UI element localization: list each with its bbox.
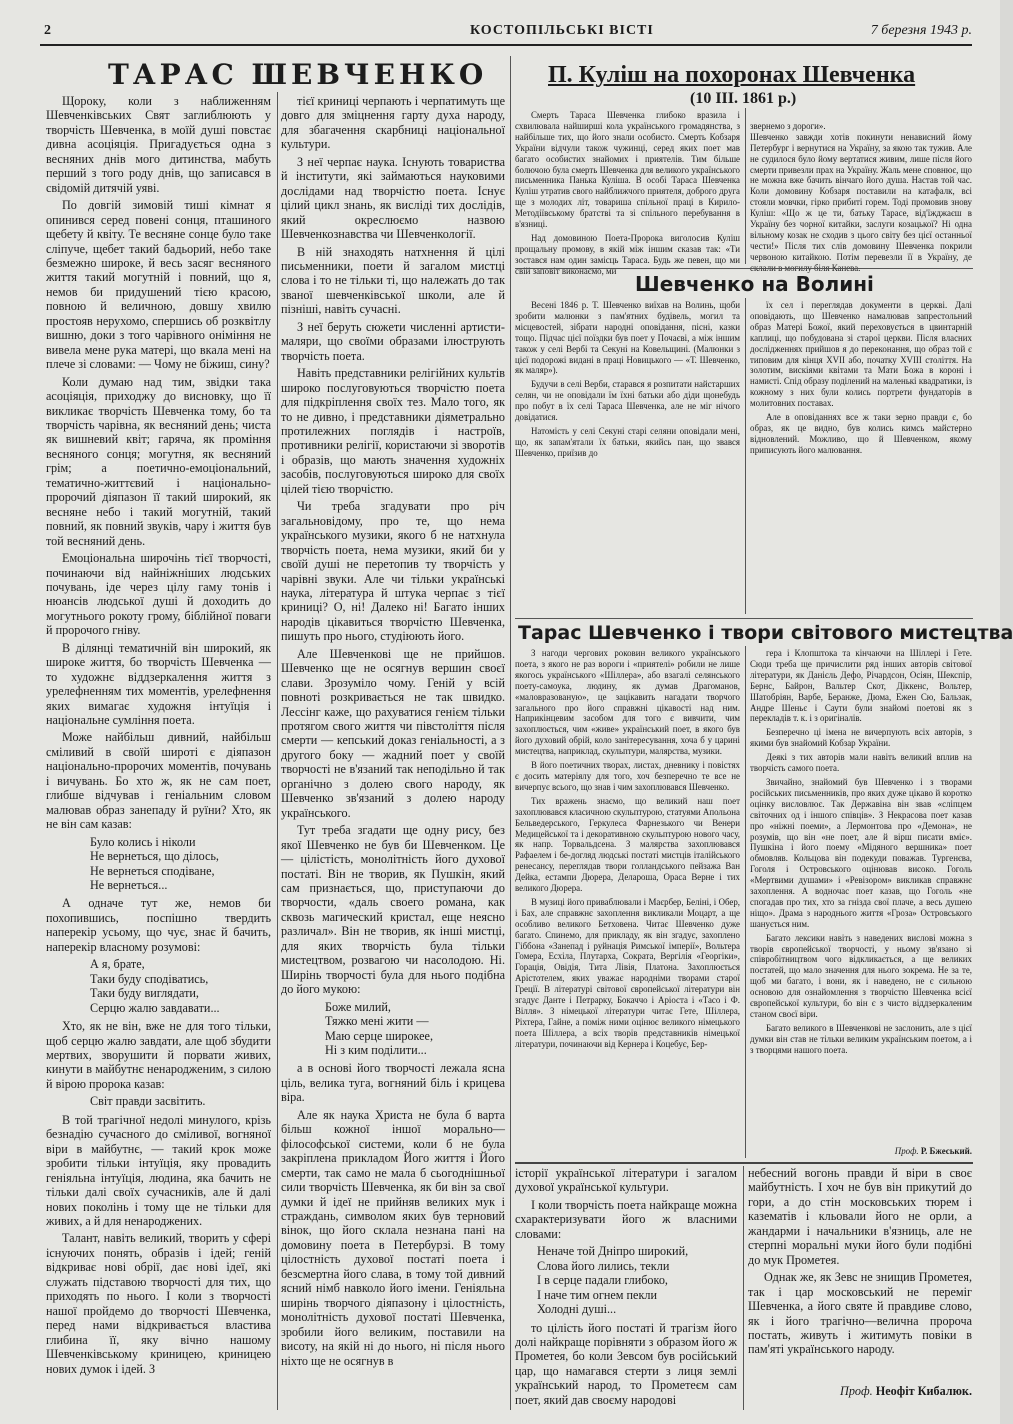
article1-continuation-column-1 <box>515 1166 737 1410</box>
column-divider <box>743 1166 744 1410</box>
paragraph: Натомість у селі Секуні старі селяни оповідали мені, що, як запам'ятали їх батьки, якийсь пан, що звався Шевченко, приїзив до <box>515 425 740 458</box>
verse-line: Таки буду сподіватись, <box>90 971 209 986</box>
verse-line: Слова його лились, текли <box>537 1258 670 1273</box>
article1-column-1 <box>46 94 271 1410</box>
column-divider <box>745 298 746 614</box>
column-divider <box>745 646 746 1158</box>
paragraph: їх сел і переглядав документи в церкві. Далі оповідають, що Шевченко намалював запрестольний образ Матері Божої, який переховується в цвинтарній каплиці, що побудована зі старої церкви. Після власних дослідженнях прийшов я до переконання, що образ той є типовим для кінця XVII або, початку XVIII століття. На золотим, вискіями квітами та Мати Божа в короні і намисті. Спід образу поділений на маленькі квадратики, із кожному з них були колись портрети фундаторів в молитовних поставах. <box>750 300 972 409</box>
paragraph: Безперечно ці імена не вичерпують всіх авторів, з якими був знайомий Кобзар України. <box>750 727 972 749</box>
column-divider <box>510 56 511 1410</box>
paragraph: В ній знаходять натхнення й цілі письменники, поети й загалом мистці слова і то не тільки ті, що належать до так званої шевченківської школи, але й пізніші, навіть сучасні. <box>281 244 505 317</box>
paragraph: Багато великого в Шевченкові не заслонить, але з цієї думки він став не тільки великим українським поетом, а і з творцями нашого поета. <box>750 1022 972 1055</box>
paragraph: І коли творчість поета найкраще можна схарактеризувати його ж власними словами: <box>515 1197 737 1241</box>
verse-line: Маю серце широкее, <box>325 1028 434 1043</box>
verse-line: Ні з ким поділити... <box>325 1043 427 1057</box>
paragraph: гера і Клопштока та кінчаючи на Шіллері і Гете. Сюди треба ще причислити ряд інших авторів світової літератури, як Данієль Дефо, Річардсон, Осіян, Шекспір, Бернс, Байрон, Вальтер Скот, Діккенс, Вольтер, Шатобріян, Варбе, Беранже, Дюма, Ежен Сю, Бальзак, Андре Шеньє і Саути були знайомі поетові як з перекладів т. к. і з оригіналів. <box>750 648 972 724</box>
paragraph: В його поетичних творах, листах, дневнику і повістях є досить матеріялу для того, хоч безперечно те все не вичерпує всього, що знав і чим захоплювався Шевченко. <box>515 760 740 792</box>
verse-line: Не вернеться... <box>90 878 168 893</box>
paragraph: Може найбільш дивний, найбільш сміливий в своїй широті є діяпазон національно-пророчих моментів, почувань і вичувань. Бо хто ж, як не сам поет, глибше відчував і геніальним словом малював образ занепаду й руїни? Хто, як не він сам казав: <box>46 730 271 832</box>
paragraph: Навіть представники релігійних культів широко послуговуються творчістю поета для підкріплення своїх тез. Мало того, як то не дивно, і представники діяметрально протилежних поглядів і настроїв, противники релігії, користаючи зі зворотів і образів, що мають значення художніх засобів, послуговуються широко для своїх цілей тією творчістю. <box>281 366 505 496</box>
newspaper-title: КОСТОПІЛЬСЬКІ ВІСТІ <box>470 23 654 38</box>
verse-line: Не вернеться, що ділось, <box>90 849 219 864</box>
paragraph: Над домовиною Поета-Пророка виголосив Куліш прощальну промову, в якій між іншим сказав так: «Ти зостався нам один замісць Тараса. Будь же певен, що ми свій заповіт виконаємо, ми <box>515 232 740 276</box>
paragraph: З нагоди чергових роковин великого українського поета, з якого не раз вороги і «приятелі» робили не лише якогось українського «Шіллера», або взагалі селянського поету-самоука, людину, як думав Драгоманов, «маловразованую», це зацікавить нагадати творчого загального про його справжні цікавості над ним. Наприкінцевим засобом для того є вивчити, чим захоплюється, чим «живе» український поет, в якого був його духовий обрій, коло занітересування, хоча б у царині мистецтва, наприклад, скульптури, малярства, музики. <box>515 648 740 757</box>
verse-line: І в серце падали глибоко, <box>537 1273 668 1288</box>
verse-line: Таки буду виглядати, <box>90 986 199 1001</box>
paragraph: Коли думаю над тим, звідки така асоціяція, приходжу до висновку, що її викликає творчість Шевченка тому, бо та творчість чарівна, як весняний день; чиста як вишневий квіт; гаряча, як проміння весняного сонця; могутня, як весняний грім; а поетично-емоціональний, тематично-життєвий і національно-пророчий діяпазон її такий широкий, як весняне небо і такий могутній, такий повний, як повний звуків, чару і життя був той весняний день. <box>46 374 271 548</box>
verse-line: А я, брате, <box>90 957 145 972</box>
paragraph: то цілість його постаті й трагізм його долі найкраще порівняти з образом його ж Прометея, бо коли Зевсом був російський цар, що намагався стерти з лиця землі український народ, то Прометеєм сам поет, який дав своєму народові <box>515 1320 737 1407</box>
paragraph: Весені 1846 р. Т. Шевченко виїхав на Волинь, щоби зробити малюнки з пам'ятних будівель, могил та місцевостей, зібрати народні оповідання, пісні, казки тощо. Підчас цієї поїздки був поет у Почаєві, а між іншим також у селі Вербі та Секуні на Ковельщині. (Малюнки з цієї подорожі видані в праці Новицького — «Т. Шевченко, як маляр»). <box>515 300 740 376</box>
verse-line: Світ правди засвітить. <box>90 1094 206 1109</box>
paragraph: Тих вражень знаємо, що великий наш поет захоплювався класичною скульптурою, статуями Апольона Бельведерського, Геркулеса Фарнезького чи Венери Медицейської та і декоративною скульптурою нового часу, як напр. Торвальдсена. З малярства захоплювався Рафаелем і бе-догляд людські постаті мистців італійського ренесансу, переглядав твори голландського пейзажа Ван Дейка, естампи Дюрера, Делароша, Ораса Верне і тих великого Дюрера. <box>515 795 740 894</box>
poem-quote <box>46 1094 271 1108</box>
paragraph: небесний вогонь правди й віри в своє майбутність. І хоч не був він прикутий до гори, а до стін московських тюрем і казематів і кльовали його не орли, а жандарми і начальники в'язниць, але не стерпні моральні муки його були подібні до мук Прометея. <box>748 1166 972 1267</box>
masthead <box>40 22 972 46</box>
paragraph: Багато лексики навіть з наведених вислові можна з творів європейської творчості, у ньому зв'язано зі співробітництвом чого відкликається, а ще великих постатей, що мало значення для нього зокрема. Не за те, щоб ми багато, і вони, як і наведено, не є сильною основою для ознайомлення з творчістю Шевченка всієї європейської культури, бо він є з чисто віддзеркаленим станом своєї віри. <box>750 932 972 1019</box>
article3-column-2 <box>750 300 972 612</box>
article-title-taras-shevchenko: ТАРАС ШЕВЧЕНКО <box>108 58 488 91</box>
paragraph: Талант, навіть великий, творить у сфері існуючих понять, образів і ідей; геній відкриває нові обрії, дає нові ідеї, які служать підставою творчості для тих, що приходять по нього. І коли з творчості нашої пройдемо до творчості Шевченка, перед нами відкривається властива глибина її, яку вічно нашому Шевченківському криницею, криницею нових думок і ідей. З <box>46 1231 271 1376</box>
signature-name: Р. Бжеський. <box>920 1146 972 1156</box>
paragraph: Але в оповіданнях все ж таки зерно правди є, бо образ, як це видно, був колись кимсь майстерно відновлений. Можливо, що й Шевченком, якому приписують його малювання. <box>750 412 972 455</box>
verse-line: І наче тим огнем пекли <box>537 1287 657 1302</box>
paragraph: Тут треба згадати ще одну рису, без якої Шевченко не був би Шевченком. Це — цілістість, монолітність його духової постаті. Він не творив, як Пушкін, який сам признається, що, приступаючи до творчости, «даль своего романа, как сквозь магический кристал, еще неясно различал». Він не творив, як інші мистці, для яких творчість була тільки мистецтвом, розвагою чи насолодою. Ні. Ширінь творчості була для нього подібна до його мукою: <box>281 823 505 997</box>
article3-column-1 <box>515 300 740 612</box>
verse-line: Не вернеться сподіване, <box>90 863 215 878</box>
signature-title: Проф. <box>840 1384 873 1398</box>
article4-column-2 <box>750 648 972 1144</box>
signature-name: Неофіт Кибалюк. <box>875 1384 972 1398</box>
poem-quote <box>281 1000 505 1058</box>
paragraph: Але як наука Христа не була б варта більш кожної іншої морально—філософської системи, коли б не була закріплена прикладом Його життя і Його смерти, так само не мала б сьогоднішньої сили творчість Шевченка, як би він за свої думки й ідеї не прийняв великих мук і страждань, символом яких був терновий вінок, що його склала незнана пані на домовину поета в Петербурзі. В тому цілостність духової постаті поета і безсмертна його слава, в тому той дивний ясний німб навколо його імени. Геніяльна ширінь творчого діяпазону і цілостність, монолітність духової постаті Шевченка, зробили його великим, поставили на висоту, на якій ні до нього, ні після нього ніхто ще не осягнув в <box>281 1107 505 1368</box>
paragraph: В той трагічної недолі минулого, крізь безнадію сучасного до сміливої, вогняної віри в майбутнє, — такий крок може зробити тільки інтуїція, яку провадить геніяльна інтуїція, людина, яка бачить не тільки далі своїх сучасників, але й далі нових поколінь і тому ще не тільки для живих, а й для ненароджених. <box>46 1112 271 1228</box>
paragraph: Звичайно, знайомий був Шевченко і з творами російських письменників, про яких дуже цікаво й коротко оцінку висловлює. Так Державіна він звав «сліпцем світочних од і іншого співців». З Некрасова поет казав про «ніжні поеми», а Лермонтова про «Демона», не розумів, що він «не поет, але й вірш писати вміє». Пушкіна і його поему «Мідяного вершника» поет обмовляв. Кольцова він подекуди поважав. Тургенєва, Гоголя і Островського оцінював високо. Гоголь «Мертвими душами» і «Ревізором» викликав справжнє захоплення. А водночас поет казав, що Гоголь «не спогадав про тих, хто за гнізда свої плаче, а весь душею ніщо». Драма з народнього життя «Гроза» Островського шанується ним. <box>750 776 972 929</box>
column-divider <box>277 92 278 1410</box>
paragraph: Чи треба згадувати про річ загальновідому, про те, що нема українського музики, якого б не натхнула творчість поета, нема музики, який би у своїй душі не перетопив ту творчість у чарівні звуки. Але чи тільки українські наука, література й штука черпає з тієї криниці? О, ні! Далеко ні! Багато інших народів цікавиться творчістю Шевченка, пишуть про нього, студіюють його. <box>281 499 505 644</box>
paragraph: Щороку, коли з наближенням Шевченківських Свят заглиблюють у творчість Шевченка, в моїй душі повстає дивна асоціяція. Пригадується одна з весняних днів мого дитинства, мабуть перший з того роду днів, що записався в свідомій дитячій уяві. <box>46 94 271 195</box>
paragraph: Однак же, як Зевс не знищив Прометея, так і цар московський не переміг Шевченка, а його святе й правдиве слово, як і його трагічно—велична пророча постать, живуть і житимуть повіки в пам'яті українського народу. <box>748 1270 972 1357</box>
poem-quote <box>515 1244 737 1316</box>
article-title-kulish: П. Куліш на похоронах Шевченка <box>548 62 916 88</box>
paragraph: Смерть Тараса Шевченка глибоко вразила і схвилювала найширші кола українського громадянства, з найбільше тих, що його знали особисто. Смерть Кобзаря України відчули також чужинці, серед яких поет мав багато особистих знайомих і приятелів. Тим більше болючою була смерть Шевченка для великого українського письменника Панька Куліша. В особі Тараса Шевченка Куліш утратив свого найближчого приятеля, доброго друга ще з молодих літ, товариша спільної праці в Кирило-Методіївському братстві та зі спільного перебування в в'язниці. <box>515 110 740 230</box>
paragraph: Будучи в селі Верби, старався я розпитати найстарших селян, чи не оповідали їм їхні батьки або діди щонебудь про побут в їх селі Тараса Шевченка, але не міг нічого довідатися. <box>515 379 740 423</box>
verse-line: Боже милий, <box>325 999 391 1014</box>
author-signature <box>750 1146 972 1157</box>
paragraph: Деякі з тих авторів мали навіть великий вплив на творчість самого поета. <box>750 752 972 774</box>
paragraph: звернемо з дороги». Шевченко завжди хотів покинути ненависний йому Петербург і вернутися на Україну, за якою так тужив. Але не судилося було йому вертатися живим, лише після його смерти привезли прах на Україну. Жаль мене сповнює, що не можна вже бачить вінчаго його душа. Настав той час. Коли домовину Кобзаря поставили на катафалк, всі стояли мовчки, гірко прибиті горем. Тоді промовив знову Куліш: «Що ж це ти, батьку Тарасе, від'їжджаєш в Україну без чорної китайки, заслуги козацької? Ні одна вільному козак не сходив з цього світу без цієї останньої чести!» Після тих слів домовину Шевченка покрили червоною китайкою. Потім перевезли її в Україну, де склали в могилу біля Канева. <box>750 120 972 273</box>
paragraph: тієї криниці черпають і черпатимуть ще довго для зміцнення гарту духа народу, для збагачення скарбниці національної культури. <box>281 94 505 152</box>
paragraph: а в основі його творчості лежала ясна ціль, велика туга, вогняний біль і крицева віра. <box>281 1061 505 1105</box>
verse-line: Було колись і ніколи <box>90 834 196 849</box>
signature-title: Проф. <box>894 1146 919 1156</box>
paragraph: Хто, як не він, вже не для того тільки, щоб серцю жалю завдати, але щоб збудити мертвих, зворушити й порвати живих, кинути в майбутнє ненародженим, з силою й вірою пророка казав: <box>46 1019 271 1091</box>
article4-column-1 <box>515 648 740 1174</box>
paragraph: З неї беруть сюжети численні артисти-маляри, що своїми образами ілюструють творчість поета. <box>281 319 505 363</box>
verse-line: Серцю жалю завдавати... <box>90 1000 220 1015</box>
poem-quote <box>46 957 271 1015</box>
article-divider <box>515 1162 973 1164</box>
paragraph: Емоціональна широчінь тієї творчості, починаючи від найніжніших людських почувань, іде через цілу гаму тонів і нюансів людської душі й доходить до могутнього рокоту грому, біблійної поваги й пророчого гніву. <box>46 551 271 638</box>
article-divider <box>515 268 973 269</box>
poem-quote <box>46 835 271 893</box>
paragraph: Але Шевченкові ще не прийшов. Шевченко ще не осягнув вершин своєї слави. Зрозуміло чому. Геній у всій повноті розкривається не так швидко. Лессінг каже, що рахуватися генієм тільки протягом свого життя чи півстоліття після смерти — кепський доказ геніальності, а з другого боку — жадний поет у своїй творчості не в'язаний так неподільно й так органічно з долею свого народу, як Шевченко зв'язаний з долею народу українського. <box>281 646 505 820</box>
verse-line: Холодні душі... <box>537 1302 617 1317</box>
page-number: 2 <box>44 23 51 38</box>
verse-line: Неначе той Дніпро широкий, <box>537 1244 689 1259</box>
article1-continuation-column-2 <box>748 1166 972 1380</box>
paragraph: історії української літератури і загалом духової української культури. <box>515 1166 737 1195</box>
issue-date: 7 березня 1943 р. <box>870 23 972 38</box>
verse-line: Тяжко мені жити — <box>325 1014 429 1029</box>
column-divider <box>745 108 746 264</box>
article2-column-1 <box>515 110 740 276</box>
paragraph: По довгій зимовій тиші кімнат я опинився серед повені сонця, пташиного щебету й квіту. Те весняне сонце було таке сліпуче, щебет такий бадьорий, небо таке безмежно широке, й весь засяг весняного життя такий могутній і повний, що я, немов би придушений тією красою, повною й величною, довшу хвилю простояв нерухомо, спершись об розквітлу вишню, доки з того чарівного оніміння не вивела мене рука матері, що вкала мені на плече зі словами: — Чому не біжиш, сину? <box>46 198 271 372</box>
article-subtitle-date: (10 III. 1861 р.) <box>690 90 797 107</box>
article-title-world-art: Тарас Шевченко і твори світового мистецтва <box>518 622 1013 644</box>
paragraph: З неї черпає наука. Існують товариства й інститути, які займаються науковими дослідами над творчістю поета. Існує цілий цикл знань, як висліді тих дослідів, який окреслюємо назвою Шевченкознавства чи Шевченкології. <box>281 154 505 242</box>
paragraph: В ділянці тематичній він широкий, як широке життя, бо творчість Шевченка — то художнє віддзеркалення життя з урелефненням тих моментів, урелефнення яких вимагає художня інтуїція і національне сумління поета. <box>46 640 271 728</box>
article2-column-2 <box>750 110 972 273</box>
article-title-volyn: Шевченко на Волині <box>635 272 874 296</box>
paragraph: А одначе тут же, немов би похопившись, поспішно твердить наперекір усьому, що чує, знає й бачить, наперекір власному розумові: <box>46 896 271 954</box>
article1-column-2 <box>281 94 505 1410</box>
paragraph: В музиці його приваблювали і Маєрбер, Беліні, і Обер, і Бах, але справжнє захоплення викликали Моцарт, а ще особливо великого Бетховена. Читає Шевченко дуже багато. Спинемо, для прикладу, як він згадує, захоплено Гіббона «Занепад і руйнація Римської імперії», Вольтера Гомера, Есхіла, Плутарха, Сократа, Вергілія «Георгіки», Горація, Овідія, Тита Лівія, Платона. Захоплюється Арістотелем, яких уважає народніми творами старої Греції. В літературі світової європейської літератури він згадує Данте і Петрарку, Бокаччо і Аріоста і «Тасо і Ф. Вілля». З німецької літератури читає Гете, Шіллера, Ріхтера, Гайне, а поміж ними оцінює великого німецького поета Шіллера, а всіх творів представників німецької літератури, починаючи від Кернера і Коцебує, Бер- <box>515 896 740 1049</box>
author-signature <box>748 1384 972 1398</box>
article-divider <box>515 618 973 619</box>
